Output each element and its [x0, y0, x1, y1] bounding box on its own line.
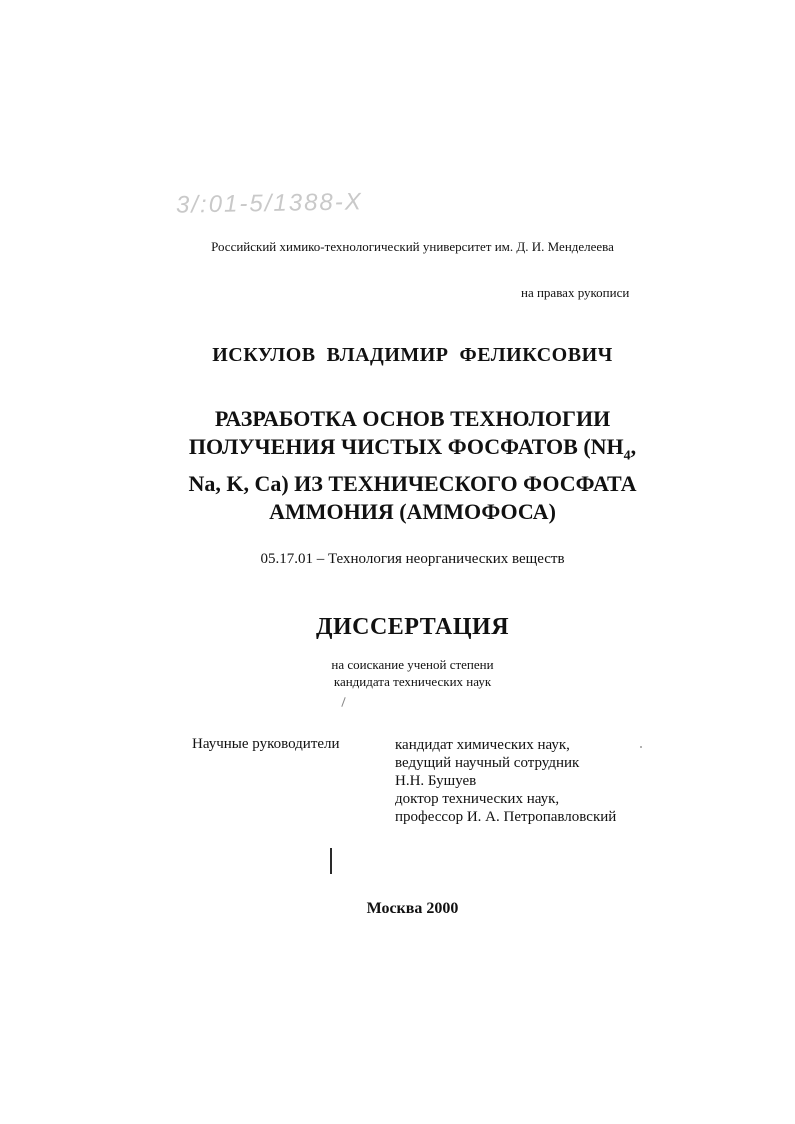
degree-statement	[0, 656, 795, 690]
title-subscript: 4	[623, 448, 631, 464]
scan-artifact-line	[330, 848, 332, 874]
title-line-3: Na, K, Ca) ИЗ ТЕХНИЧЕСКОГО ФОСФАТА	[188, 471, 637, 497]
supervisor-line-3: Н.Н. Бушуев	[395, 773, 477, 789]
title-line-1: РАЗРАБОТКА ОСНОВ ТЕХНОЛОГИИ	[214, 406, 611, 431]
scan-artifact	[341, 697, 345, 707]
city-year: Москва 2000	[366, 900, 459, 917]
supervisors-list	[395, 736, 616, 826]
specialty-code: 05.17.01 – Технология неорганических веществ	[260, 551, 565, 567]
supervisor-line-5: профессор И. А. Петропавловский	[395, 809, 617, 825]
manuscript-note: на правах рукописи	[521, 285, 630, 300]
university-name: Российский химико-технологический университет им. Д. И. Менделеева	[211, 239, 614, 254]
supervisors-label: Научные руководители	[192, 736, 340, 752]
title-line-2-suffix: ,	[630, 434, 637, 459]
supervisor-line-2: ведущий научный сотрудник	[395, 755, 580, 771]
scan-artifact-dot	[640, 746, 642, 748]
degree-line-1: на соискание ученой степени	[331, 657, 494, 672]
degree-line-2: кандидата технических наук	[333, 674, 492, 689]
supervisor-line-1: кандидат химических наук,	[395, 737, 570, 753]
document-type: ДИССЕРТАЦИЯ	[315, 614, 510, 640]
title-line-2-text: ПОЛУЧЕНИЯ ЧИСТЫХ ФОСФАТОВ (NH	[188, 434, 624, 459]
supervisor-line-4: доктор технических наук,	[395, 791, 560, 807]
dissertation-title	[0, 405, 795, 526]
title-line-2	[30, 433, 795, 470]
author-name: ИСКУЛОВ ВЛАДИМИР ФЕЛИКСОВИЧ	[212, 344, 613, 366]
title-line-4: АММОНИЯ (АММОФОСА)	[269, 499, 556, 525]
library-stamp: 3/:01-5/1388-X	[175, 188, 363, 219]
